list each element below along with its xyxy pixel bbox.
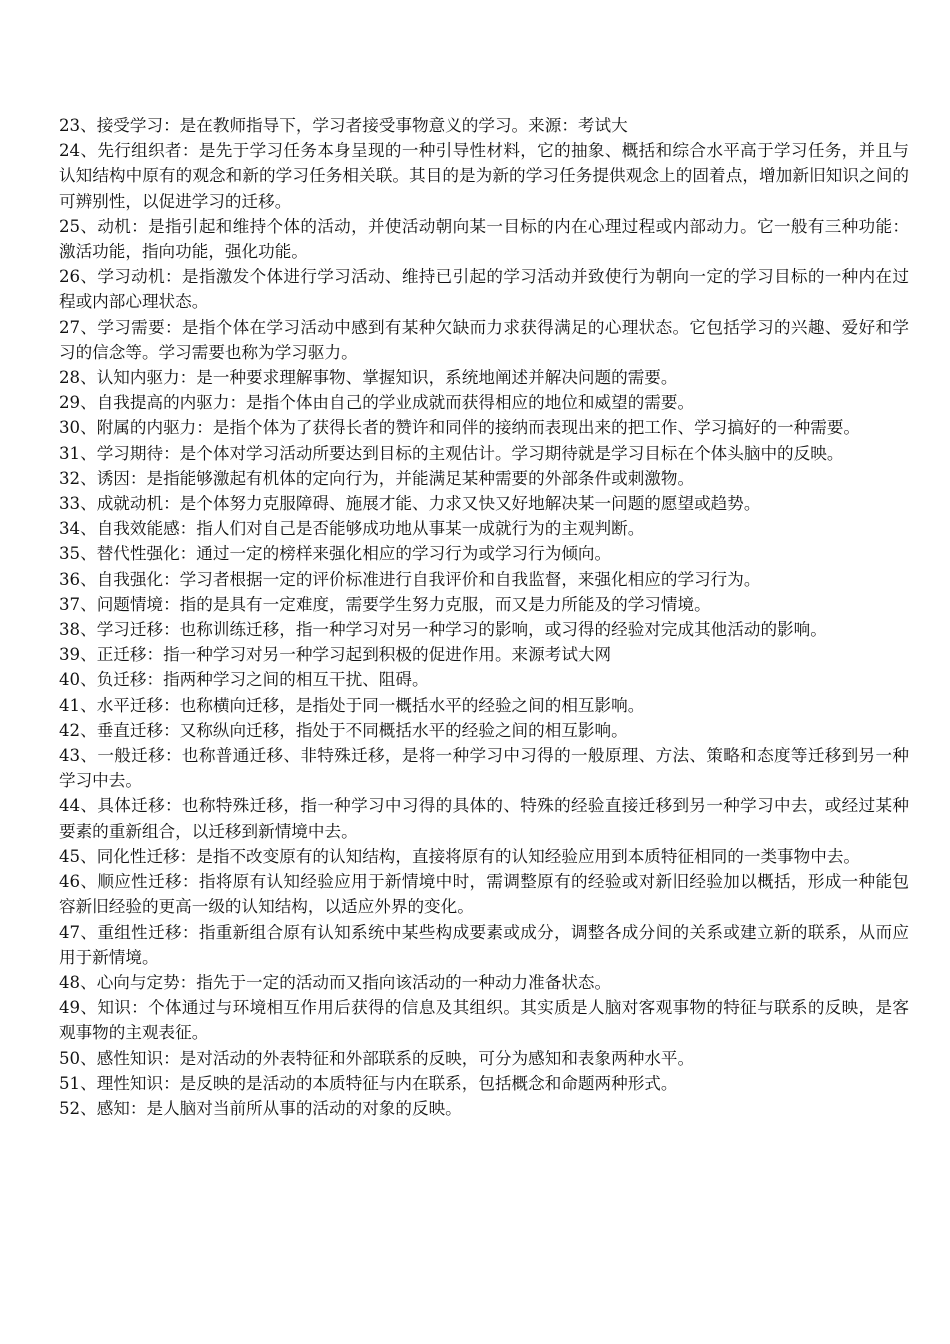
entry-40: 40、负迁移：指两种学习之间的相互干扰、阻碍。	[59, 670, 429, 690]
entry-52: 52、感知：是人脑对当前所从事的活动的对象的反映。	[59, 1098, 462, 1118]
entry-41: 41、水平迁移：也称横向迁移，是指处于同一概括水平的经验之间的相互影响。	[59, 695, 645, 715]
document-body	[59, 113, 909, 1121]
entry-34: 34、自我效能感：指人们对自己是否能够成功地从事某一成就行为的主观判断。	[59, 519, 645, 539]
entry-45: 45、同化性迁移：是指不改变原有的认知结构，直接将原有的认知经验应用到本质特征相同的一类事物中去。	[59, 846, 861, 866]
entry-27: 27、学习需要：是指个体在学习活动中感到有某种欠缺而力求获得满足的心理状态。它包括学习的兴趣、爱好和学习的信念等。学习需要也称为学习驱力。	[59, 317, 909, 362]
entry-38: 38、学习迁移：也称训练迁移，指一种学习对另一种学习的影响，或习得的经验对完成其他活动的影响。	[59, 620, 827, 640]
entry-24: 24、先行组织者：是先于学习任务本身呈现的一种引导性材料，它的抽象、概括和综合水平高于学习任务，并且与认知结构中原有的观念和新的学习任务相关联。其目的是为新的学习任务提供观念上的固着点，增加新旧知识之间的可辨别性，以促进学习的迁移。	[59, 141, 909, 211]
entry-44: 44、具体迁移：也称特殊迁移，指一种学习中习得的具体的、特殊的经验直接迁移到另一种学习中去，或经过某种要素的重新组合，以迁移到新情境中去。	[59, 796, 909, 841]
entry-30: 30、附属的内驱力：是指个体为了获得长者的赞许和同伴的接纳而表现出来的把工作、学习搞好的一种需要。	[59, 418, 861, 438]
entry-48: 48、心向与定势：指先于一定的活动而又指向该活动的一种动力准备状态。	[59, 972, 612, 992]
entry-26: 26、学习动机：是指激发个体进行学习活动、维持已引起的学习活动并致使行为朝向一定的学习目标的一种内在过程或内部心理状态。	[59, 267, 909, 312]
entry-25: 25、动机：是指引起和维持个体的活动，并使活动朝向某一目标的内在心理过程或内部动力。它一般有三种功能：激活功能，指向功能，强化功能。	[59, 216, 909, 262]
entry-37: 37、问题情境：指的是具有一定难度，需要学生努力克服，而又是力所能及的学习情境。	[59, 594, 711, 614]
entry-36: 36、自我强化：学习者根据一定的评价标准进行自我评价和自我监督，来强化相应的学习行为。	[59, 569, 761, 589]
entry-29: 29、自我提高的内驱力：是指个体由自己的学业成就而获得相应的地位和威望的需要。	[59, 393, 695, 413]
entry-51: 51、理性知识：是反映的是活动的本质特征与内在联系，包括概念和命题两种形式。	[59, 1073, 678, 1093]
entry-43: 43、一般迁移：也称普通迁移、非特殊迁移，是将一种学习中习得的一般原理、方法、策略和态度等迁移到另一种学习中去。	[59, 746, 909, 791]
entry-35: 35、替代性强化：通过一定的榜样来强化相应的学习行为或学习行为倾向。	[59, 544, 612, 564]
entry-47: 47、重组性迁移：指重新组合原有认知系统中某些构成要素或成分，调整各成分间的关系或建立新的联系，从而应用于新情境。	[59, 922, 909, 967]
entry-49: 49、知识：个体通过与环境相互作用后获得的信息及其组织。其实质是人脑对客观事物的特征与联系的反映，是客观事物的主观表征。	[59, 998, 909, 1043]
entry-50: 50、感性知识：是对活动的外表特征和外部联系的反映，可分为感知和表象两种水平。	[59, 1048, 695, 1068]
entry-31: 31、学习期待：是个体对学习活动所要达到目标的主观估计。学习期待就是学习目标在个体头脑中的反映。	[59, 443, 844, 463]
entry-23: 23、接受学习：是在教师指导下，学习者接受事物意义的学习。来源：考试大	[59, 116, 628, 135]
entry-39: 39、正迁移：指一种学习对另一种学习起到积极的促进作用。来源考试大网	[59, 645, 612, 665]
entry-32: 32、诱因：是指能够激起有机体的定向行为，并能满足某种需要的外部条件或刺激物。	[59, 468, 695, 488]
entry-42: 42、垂直迁移：又称纵向迁移，指处于不同概括水平的经验之间的相互影响。	[59, 720, 628, 740]
entry-33: 33、成就动机：是个体努力克服障碍、施展才能、力求又快又好地解决某一问题的愿望或趋势。	[59, 494, 761, 514]
entry-28: 28、认知内驱力：是一种要求理解事物、掌握知识，系统地阐述并解决问题的需要。	[59, 368, 678, 388]
entry-46: 46、顺应性迁移：指将原有认知经验应用于新情境中时，需调整原有的经验或对新旧经验加以概括，形成一种能包容新旧经验的更高一级的认知结构，以适应外界的变化。	[59, 872, 909, 917]
